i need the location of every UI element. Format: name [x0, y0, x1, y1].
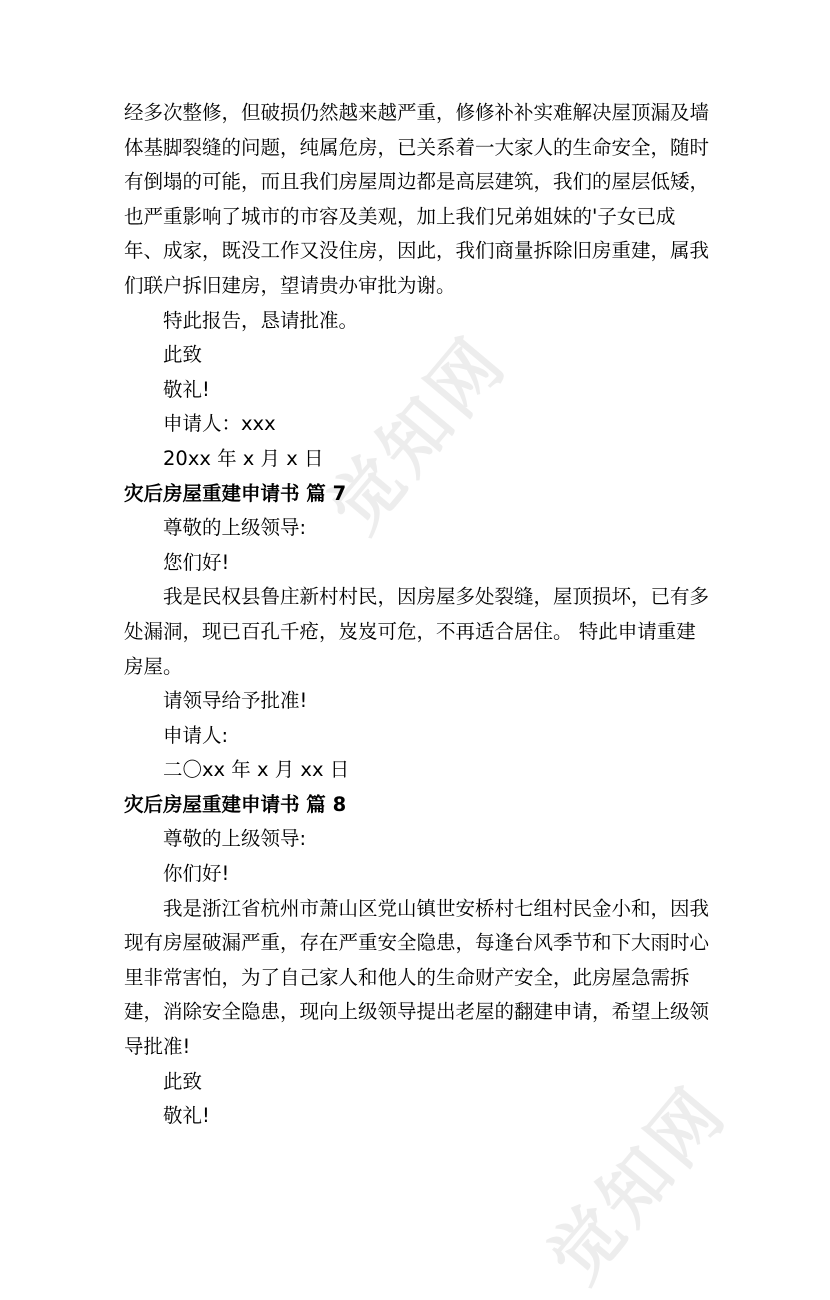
section7-date: 二〇xx 年 x 月 xx 日: [163, 758, 350, 782]
section6-date: 20xx 年 x 月 x 日: [163, 446, 324, 470]
section8-hello: 你们好!: [163, 862, 230, 886]
section8-closing: 此致: [163, 1069, 203, 1093]
section7-request: 请领导给予批准!: [163, 689, 308, 713]
section8-title: 灾后房屋重建申请书 篇 8: [124, 792, 347, 816]
section6-request: 特此报告，恳请批准。: [163, 308, 359, 332]
section7-applicant: 申请人:: [163, 723, 229, 747]
section7-hello: 您们好!: [163, 550, 230, 574]
watermark-bottom: 觉知网: [533, 1070, 743, 1298]
section7-title: 灾后房屋重建申请书 篇 7: [124, 481, 347, 505]
section7-body: 我是民权县鲁庄新村村民，因房屋多处裂缝，屋顶损坏，已有多处漏洞，现已百孔千疮，岌岌可危，不再适合居住。 特此申请重建房屋。: [124, 585, 710, 678]
section8-body: 我是浙江省杭州市萧山区党山镇世安桥村七组村民金小和，因我现有房屋破漏严重，存在严重安全隐患，每逢台风季节和下大雨时心里非常害怕，为了自己家人和他人的生命财产安全，此房屋急需拆建，消除安全隐患，现向上级领导提出老屋的翻建申请，希望上级领导批准!: [124, 896, 710, 1059]
section8-salute: 敬礼!: [163, 1104, 210, 1128]
section6-paragraph: 经多次整修，但破损仍然越来越严重，修修补补实难解决屋顶漏及墙体基脚裂缝的问题，纯属危房，已关系着一大家人的生命安全，随时有倒塌的可能，而且我们房屋周边都是高层建筑，我们的屋层低矮，也严重影响了城市的市容及美观，加上我们兄弟姐妹的'子女已成年、成家，既没工作又没住房，因此，我们商量拆除旧房重建，属我们联户拆旧建房，望请贵办审批为谢。: [124, 101, 710, 297]
section7-greeting-to: 尊敬的上级领导:: [163, 516, 307, 540]
document-body: [124, 96, 714, 1134]
watermark: 觉知网: [313, 320, 523, 548]
section6-salute: 敬礼!: [163, 377, 210, 401]
section8-greeting-to: 尊敬的上级领导:: [163, 827, 307, 851]
section6-closing: 此致: [163, 343, 203, 367]
section6-applicant: 申请人：xxx: [163, 412, 276, 436]
